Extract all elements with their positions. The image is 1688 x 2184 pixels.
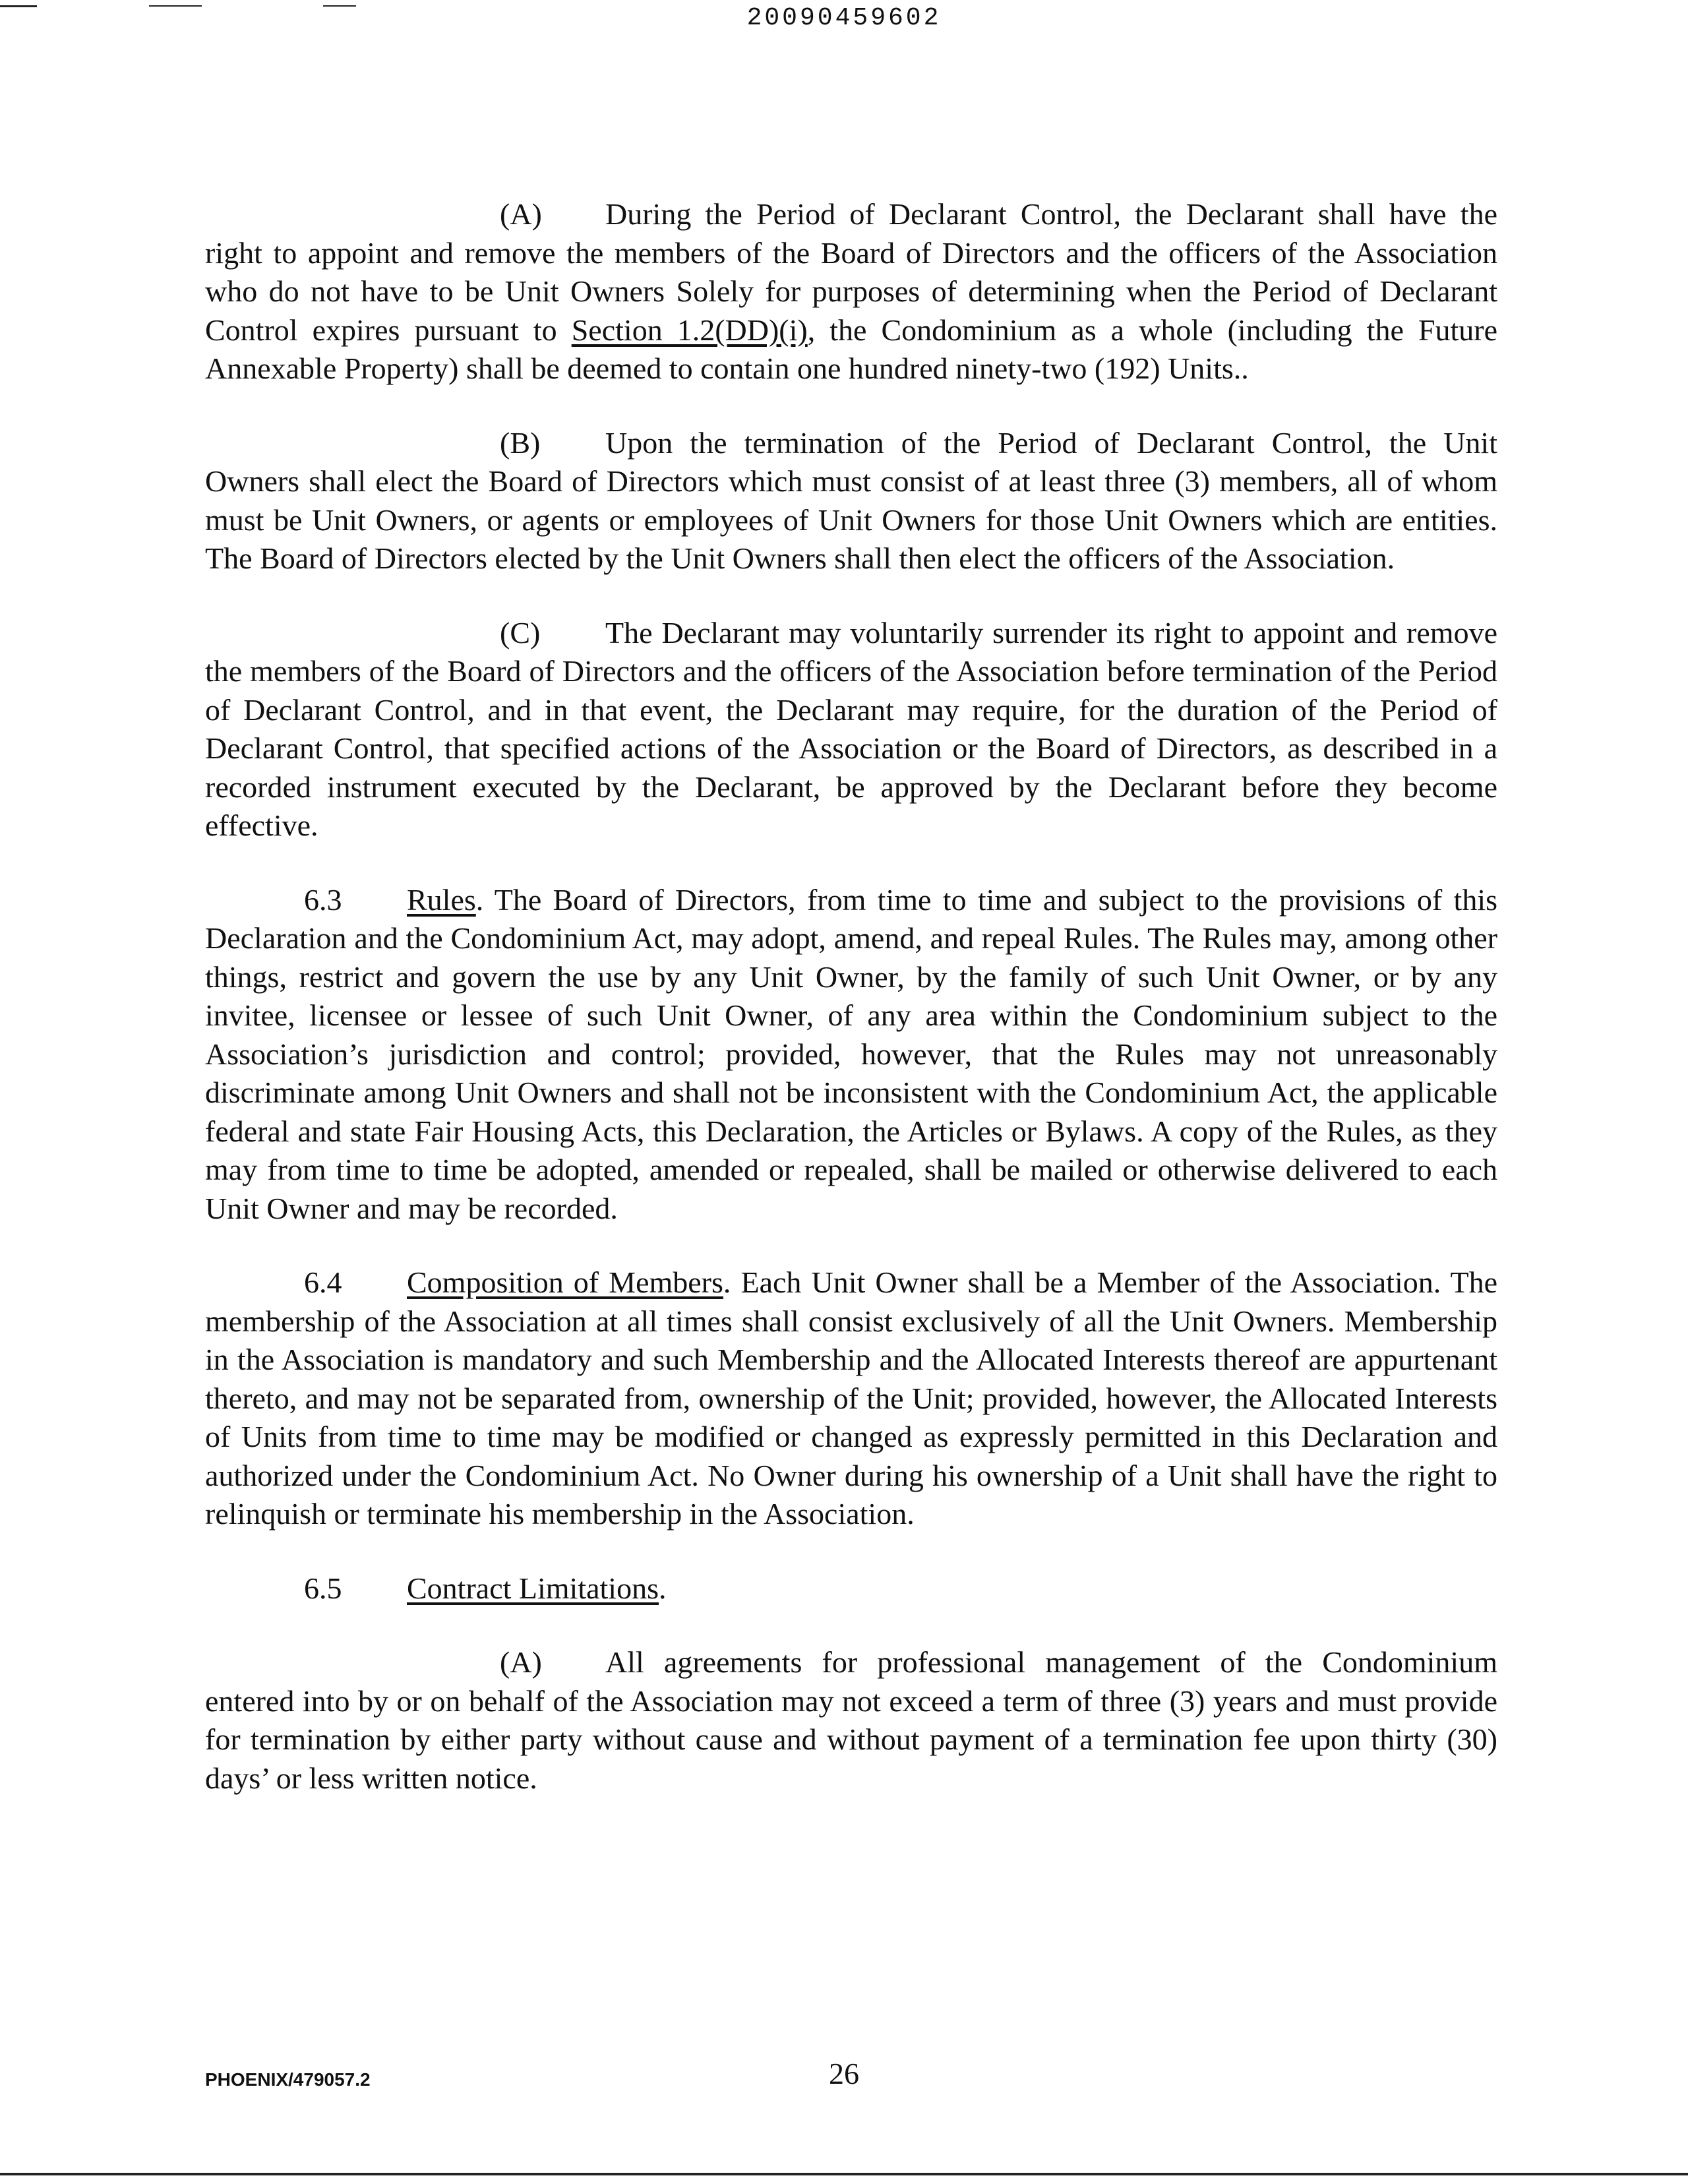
subsection-label: (A) [500,197,542,231]
section-6-4-composition [205,1263,1497,1534]
subsection-label: (C) [500,615,541,650]
section-number: 6.3 [304,882,342,917]
section-heading: Composition of Members [407,1265,723,1299]
section-reference: Section 1.2(DD)(i) [571,313,808,347]
paragraph-6-2-c [205,614,1497,845]
section-number: 6.5 [304,1571,342,1605]
subsection-label: (A) [500,1645,542,1679]
section-heading: Rules [407,882,476,917]
paragraph-text: , the Condominium as a whole (including the Future Annexable Property) shall be deemed to contain one hundred ninety-two (192) Units.. [205,313,1497,385]
paragraph-text: All agreements for professional management of the Condominium entered into by or on behalf of the Association may not exceed a term of three (3) years and must provide for termination by either party without cause and without payment of a termination fee upon thirty (30) days’ or less written notice. [205,1645,1497,1795]
paragraph-text: Upon the termination of the Period of Declarant Control, the Unit Owners shall elect the Board of Directors which must consist of at least three (3) members, all of whom must be Unit Owners, or agents or employees of Unit Owners for those Unit Owners which are entities. The Board of Directors elected by the Unit Owners shall then elect the officers of the Association. [205,425,1497,575]
subsection-label: (B) [500,425,541,460]
section-6-5-contract-limitations [205,1569,1497,1608]
paragraph-text: . Each Unit Owner shall be a Member of the Association. The membership of the Association at all times shall consist exclusively of all the Unit Owners. Membership in the Association is mandatory and such Membership and the Allocated Interests thereof are appurtenant thereto, and may not be separated from, ownership of the Unit; provided, however, the Allocated Interests of Units from time to time may be modified or changed as expressly permitted in this Declaration and authorized under the Condominium Act. No Owner during his ownership of a Unit shall have the right to relinquish or terminate his membership in the Association. [205,1265,1497,1531]
paragraph-text: The Declarant may voluntarily surrender its right to appoint and remove the members of the Board of Directors and the officers of the Association before termination of the Period of Declarant Control, and in that event, the Declarant may require, for the duration of the Period of Declarant Control, that specified actions of the Association or the Board of Directors, as described in a recorded instrument executed by the Declarant, be approved by the Declarant before they become effective. [205,615,1497,842]
section-6-3-rules [205,881,1497,1228]
footer-document-id: PHOENIX/479057.2 [205,2069,371,2090]
section-heading: Contract Limitations [407,1571,659,1605]
heading-punctuation: . [659,1571,667,1605]
section-number: 6.4 [304,1265,342,1299]
bottom-scan-rule [0,2173,1688,2175]
paragraph-text: . The Board of Directors, from time to time and subject to the provisions of this Declaration and the Condominium Act, may adopt, amend, and repeal Rules. The Rules may, among other things, restrict and govern the use by any Unit Owner, by the family of such Unit Owner, or by any invitee, licensee or lessee of such Unit Owner, of any area within the Condominium subject to the Association’s jurisdiction and control; provided, however, that the Rules may not unreasonably discriminate among Unit Owners and shall not be inconsistent with the Condominium Act, the applicable federal and state Fair Housing Acts, this Declaration, the Articles or Bylaws. A copy of the Rules, as they may from time to time be adopted, amended or repealed, shall be mailed or otherwise delivered to each Unit Owner and may be recorded. [205,882,1497,1225]
paragraph-text: During the Period of Declarant Control, the Declarant shall have the right to appoint and remove the members of the Board of Directors and the officers of the Association who do not have to be Unit Owners Solely for purposes of determining when the Period of Declarant Control expires pursuant to [205,197,1497,347]
document-body [205,195,1497,1833]
paragraph-6-2-a [205,195,1497,388]
page-number: 26 [829,2057,859,2090]
recording-number: 20090459602 [746,4,942,32]
paragraph-6-2-b [205,424,1497,578]
paragraph-6-5-a [205,1643,1497,1798]
